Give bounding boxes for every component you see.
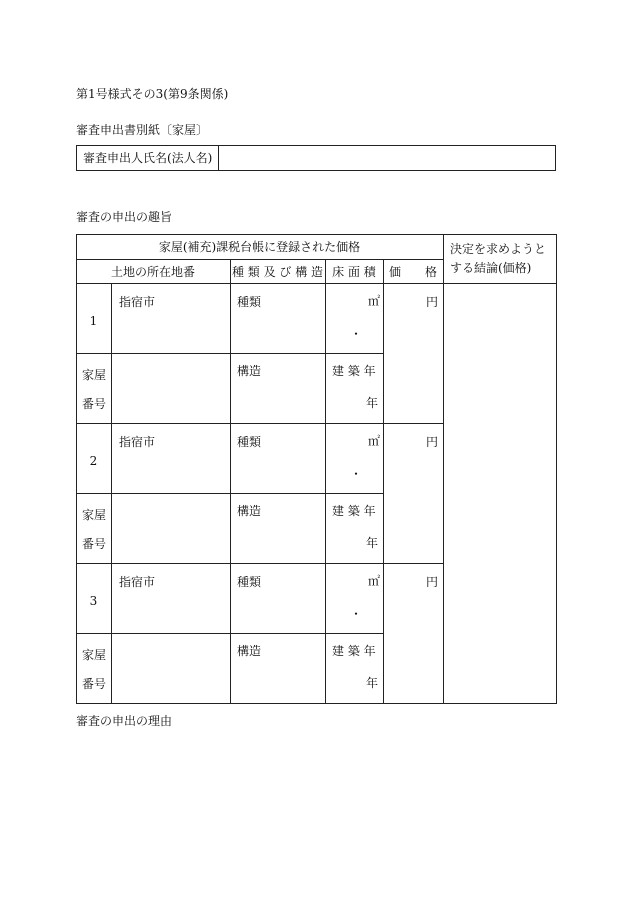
house-label: 家屋: [82, 508, 107, 522]
type-label: 種類: [237, 435, 262, 449]
build-year-label: 建 築 年: [332, 504, 376, 518]
col-floor-area-header: 床 面 積: [332, 265, 376, 279]
row-number: 2: [89, 454, 98, 468]
decimal-dot: ・: [350, 607, 363, 621]
house-label: 家屋: [82, 368, 107, 382]
property-table: [76, 234, 557, 704]
location-field: 指宿市: [119, 435, 156, 449]
row-number: 1: [89, 314, 98, 328]
area-unit: ㎡: [368, 434, 381, 448]
build-year-label: 建 築 年: [332, 364, 376, 378]
sheet-title: 審査申出書別紙〔家屋〕: [76, 123, 209, 137]
purpose-heading: 審査の申出の趣旨: [76, 210, 173, 224]
price-unit: 円: [426, 295, 439, 309]
applicant-name-field[interactable]: [220, 146, 555, 170]
year-label: 年: [366, 536, 379, 550]
col-location-header: 土地の所在地番: [110, 265, 195, 279]
price-unit: 円: [426, 575, 439, 589]
type-label: 種類: [237, 295, 262, 309]
area-unit: ㎡: [368, 294, 381, 308]
year-label: 年: [366, 676, 379, 690]
price-unit: 円: [426, 435, 439, 449]
location-field: 指宿市: [119, 575, 156, 589]
area-unit: ㎡: [368, 574, 381, 588]
decision-header-line1: 決定を求めようと: [450, 242, 547, 256]
structure-label: 構造: [237, 644, 262, 658]
reason-heading: 審査の申出の理由: [76, 714, 173, 728]
row-number: 3: [89, 594, 98, 608]
col-type-structure-header: 種 類 及 び 構 造: [231, 265, 324, 279]
decimal-dot: ・: [350, 467, 363, 481]
house-number-label: 番号: [82, 677, 107, 691]
structure-label: 構造: [237, 504, 262, 518]
type-label: 種類: [237, 575, 262, 589]
group-header: 家屋(補充)課税台帳に登録された価格: [158, 240, 361, 254]
col-price-header: 価 格: [388, 265, 437, 279]
structure-label: 構造: [237, 364, 262, 378]
location-field: 指宿市: [119, 295, 156, 309]
form-number: 第1号様式その3(第9条関係): [76, 87, 229, 101]
applicant-label: 審査申出人氏名(法人名): [77, 146, 219, 170]
applicant-box: [76, 145, 556, 171]
decimal-dot: ・: [350, 327, 363, 341]
decision-header-line2: する結論(価格): [450, 261, 532, 275]
year-label: 年: [366, 396, 379, 410]
build-year-label: 建 築 年: [332, 644, 376, 658]
house-label: 家屋: [82, 648, 107, 662]
house-number-label: 番号: [82, 397, 107, 411]
house-number-label: 番号: [82, 537, 107, 551]
